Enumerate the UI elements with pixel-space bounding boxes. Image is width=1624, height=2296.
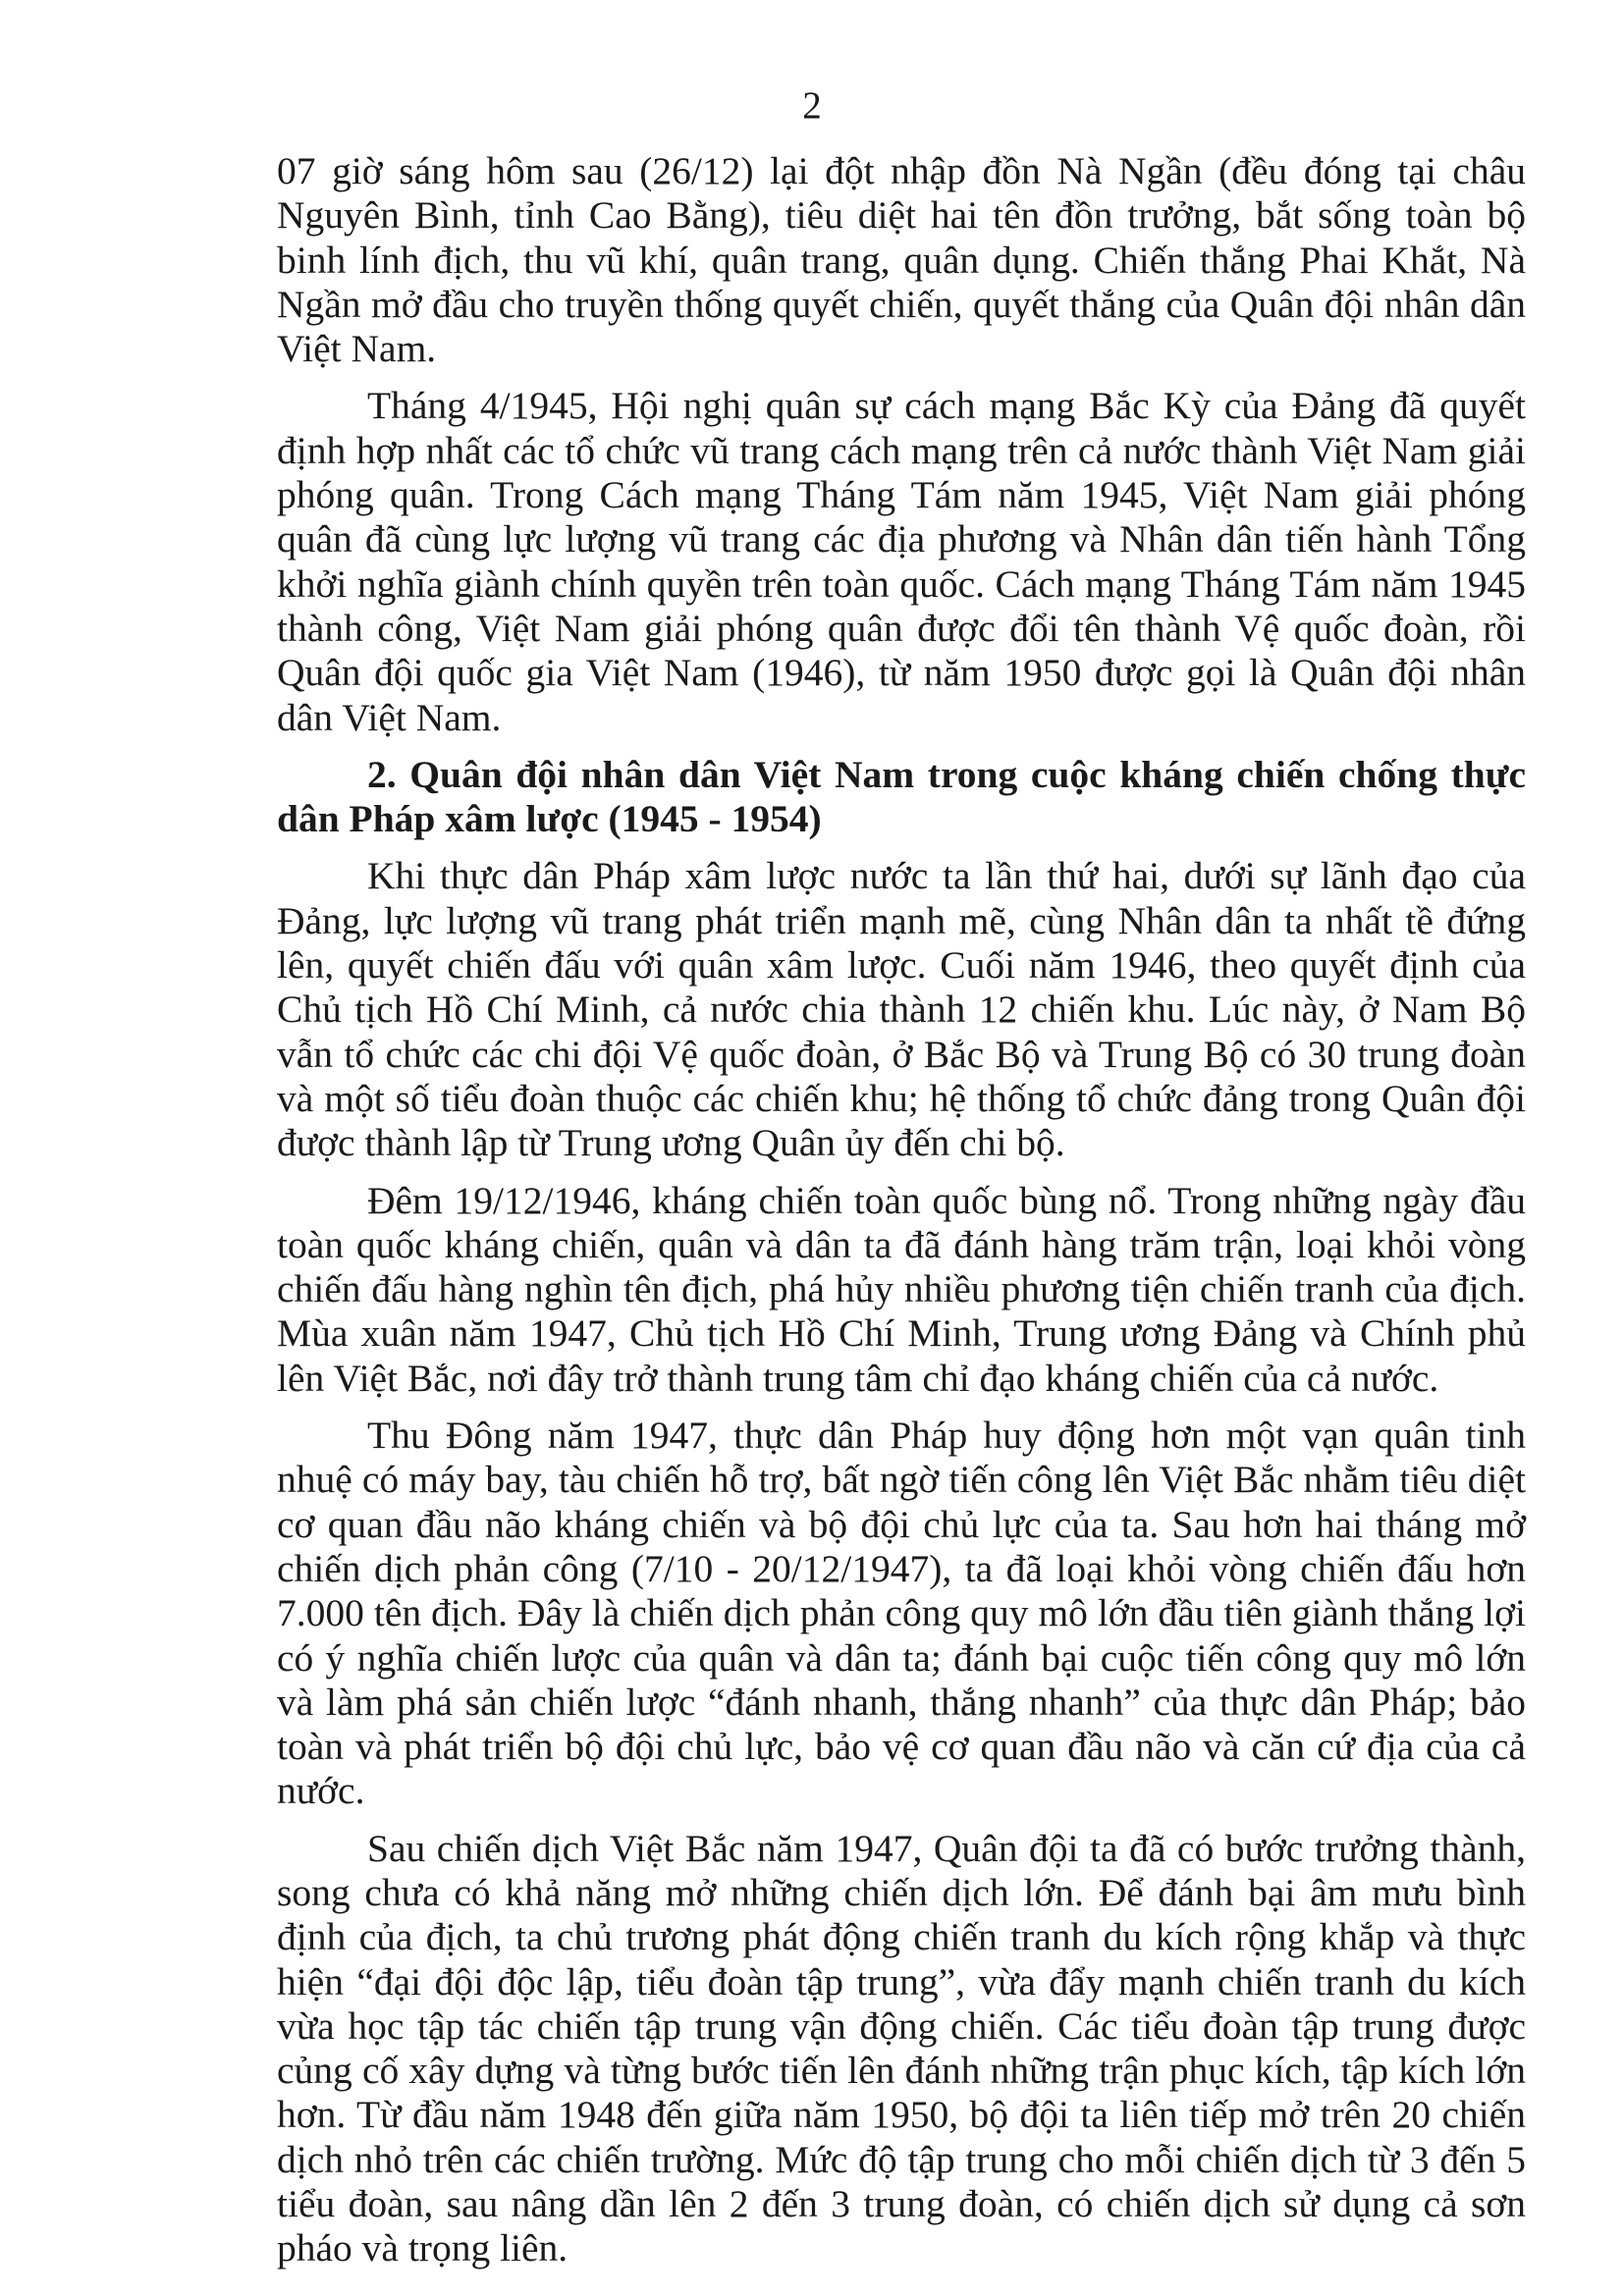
document-body — [277, 149, 1526, 2284]
paragraph: Thu Đông năm 1947, thực dân Pháp huy động hơn một vạn quân tinh nhuệ có máy bay, tàu chiến hỗ trợ, bất ngờ tiến công lên Việt Bắc nhằm tiêu diệt cơ quan đầu não kháng chiến và bộ đội chủ lực của ta. Sau hơn hai tháng mở chiến dịch phản công (7/10 - 20/12/1947), ta đã loại khỏi vòng chiến đấu hơn 7.000 tên địch. Đây là chiến dịch phản công quy mô lớn đầu tiên giành thắng lợi có ý nghĩa chiến lược của quân và dân ta; đánh bại cuộc tiến công quy mô lớn và làm phá sản chiến lược “đánh nhanh, thắng nhanh” của thực dân Pháp; bảo toàn và phát triển bộ đội chủ lực, bảo vệ cơ quan đầu não và căn cứ địa của cả nước. — [277, 1414, 1526, 1813]
paragraph: Tháng 4/1945, Hội nghị quân sự cách mạng Bắc Kỳ của Đảng đã quyết định hợp nhất các tổ chức vũ trang cách mạng trên cả nước thành Việt Nam giải phóng quân. Trong Cách mạng Tháng Tám năm 1945, Việt Nam giải phóng quân đã cùng lực lượng vũ trang các địa phương và Nhân dân tiến hành Tổng khởi nghĩa giành chính quyền trên toàn quốc. Cách mạng Tháng Tám năm 1945 thành công, Việt Nam giải phóng quân được đổi tên thành Vệ quốc đoàn, rồi Quân đội quốc gia Việt Nam (1946), từ năm 1950 được gọi là Quân đội nhân dân Việt Nam. — [277, 384, 1526, 739]
paragraph-continued: 07 giờ sáng hôm sau (26/12) lại đột nhập đồn Nà Ngần (đều đóng tại châu Nguyên Bình, tỉnh Cao Bằng), tiêu diệt hai tên đồn trưởng, bắt sống toàn bộ binh lính địch, thu vũ khí, quân trang, quân dụng. Chiến thắng Phai Khắt, Nà Ngần mở đầu cho truyền thống quyết chiến, quyết thắng của Quân đội nhân dân Việt Nam. — [277, 149, 1526, 371]
paragraph: Đêm 19/12/1946, kháng chiến toàn quốc bùng nổ. Trong những ngày đầu toàn quốc kháng chiến, quân và dân ta đã đánh hàng trăm trận, loại khỏi vòng chiến đấu hàng nghìn tên địch, phá hủy nhiều phương tiện chiến tranh của địch. Mùa xuân năm 1947, Chủ tịch Hồ Chí Minh, Trung ương Đảng và Chính phủ lên Việt Bắc, nơi đây trở thành trung tâm chỉ đạo kháng chiến của cả nước. — [277, 1178, 1526, 1400]
page-number: 2 — [802, 84, 822, 127]
paragraph: Khi thực dân Pháp xâm lược nước ta lần thứ hai, dưới sự lãnh đạo của Đảng, lực lượng vũ trang phát triển mạnh mẽ, cùng Nhân dân ta nhất tề đứng lên, quyết chiến đấu với quân xâm lược. Cuối năm 1946, theo quyết định của Chủ tịch Hồ Chí Minh, cả nước chia thành 12 chiến khu. Lúc này, ở Nam Bộ vẫn tổ chức các chi đội Vệ quốc đoàn, ở Bắc Bộ và Trung Bộ có 30 trung đoàn và một số tiểu đoàn thuộc các chiến khu; hệ thống tổ chức đảng trong Quân đội được thành lập từ Trung ương Quân ủy đến chi bộ. — [277, 854, 1526, 1165]
paragraph: Sau chiến dịch Việt Bắc năm 1947, Quân đội ta đã có bước trưởng thành, song chưa có khả năng mở những chiến dịch lớn. Để đánh bại âm mưu bình định của địch, ta chủ trương phát động chiến tranh du kích rộng khắp và thực hiện “đại đội độc lập, tiểu đoàn tập trung”, vừa đẩy mạnh chiến tranh du kích vừa học tập tác chiến tập trung vận động chiến. Các tiểu đoàn tập trung được củng cố xây dựng và từng bước tiến lên đánh những trận phục kích, tập kích lớn hơn. Từ đầu năm 1948 đến giữa năm 1950, bộ đội ta liên tiếp mở trên 20 chiến dịch nhỏ trên các chiến trường. Mức độ tập trung cho mỗi chiến dịch từ 3 đến 5 tiểu đoàn, sau nâng dần lên 2 đến 3 trung đoàn, có chiến dịch sử dụng cả sơn pháo và trọng liên. — [277, 1826, 1526, 2270]
section-heading: 2. Quân đội nhân dân Việt Nam trong cuộc kháng chiến chống thực dân Pháp xâm lược (1945 - 1954) — [277, 752, 1526, 841]
